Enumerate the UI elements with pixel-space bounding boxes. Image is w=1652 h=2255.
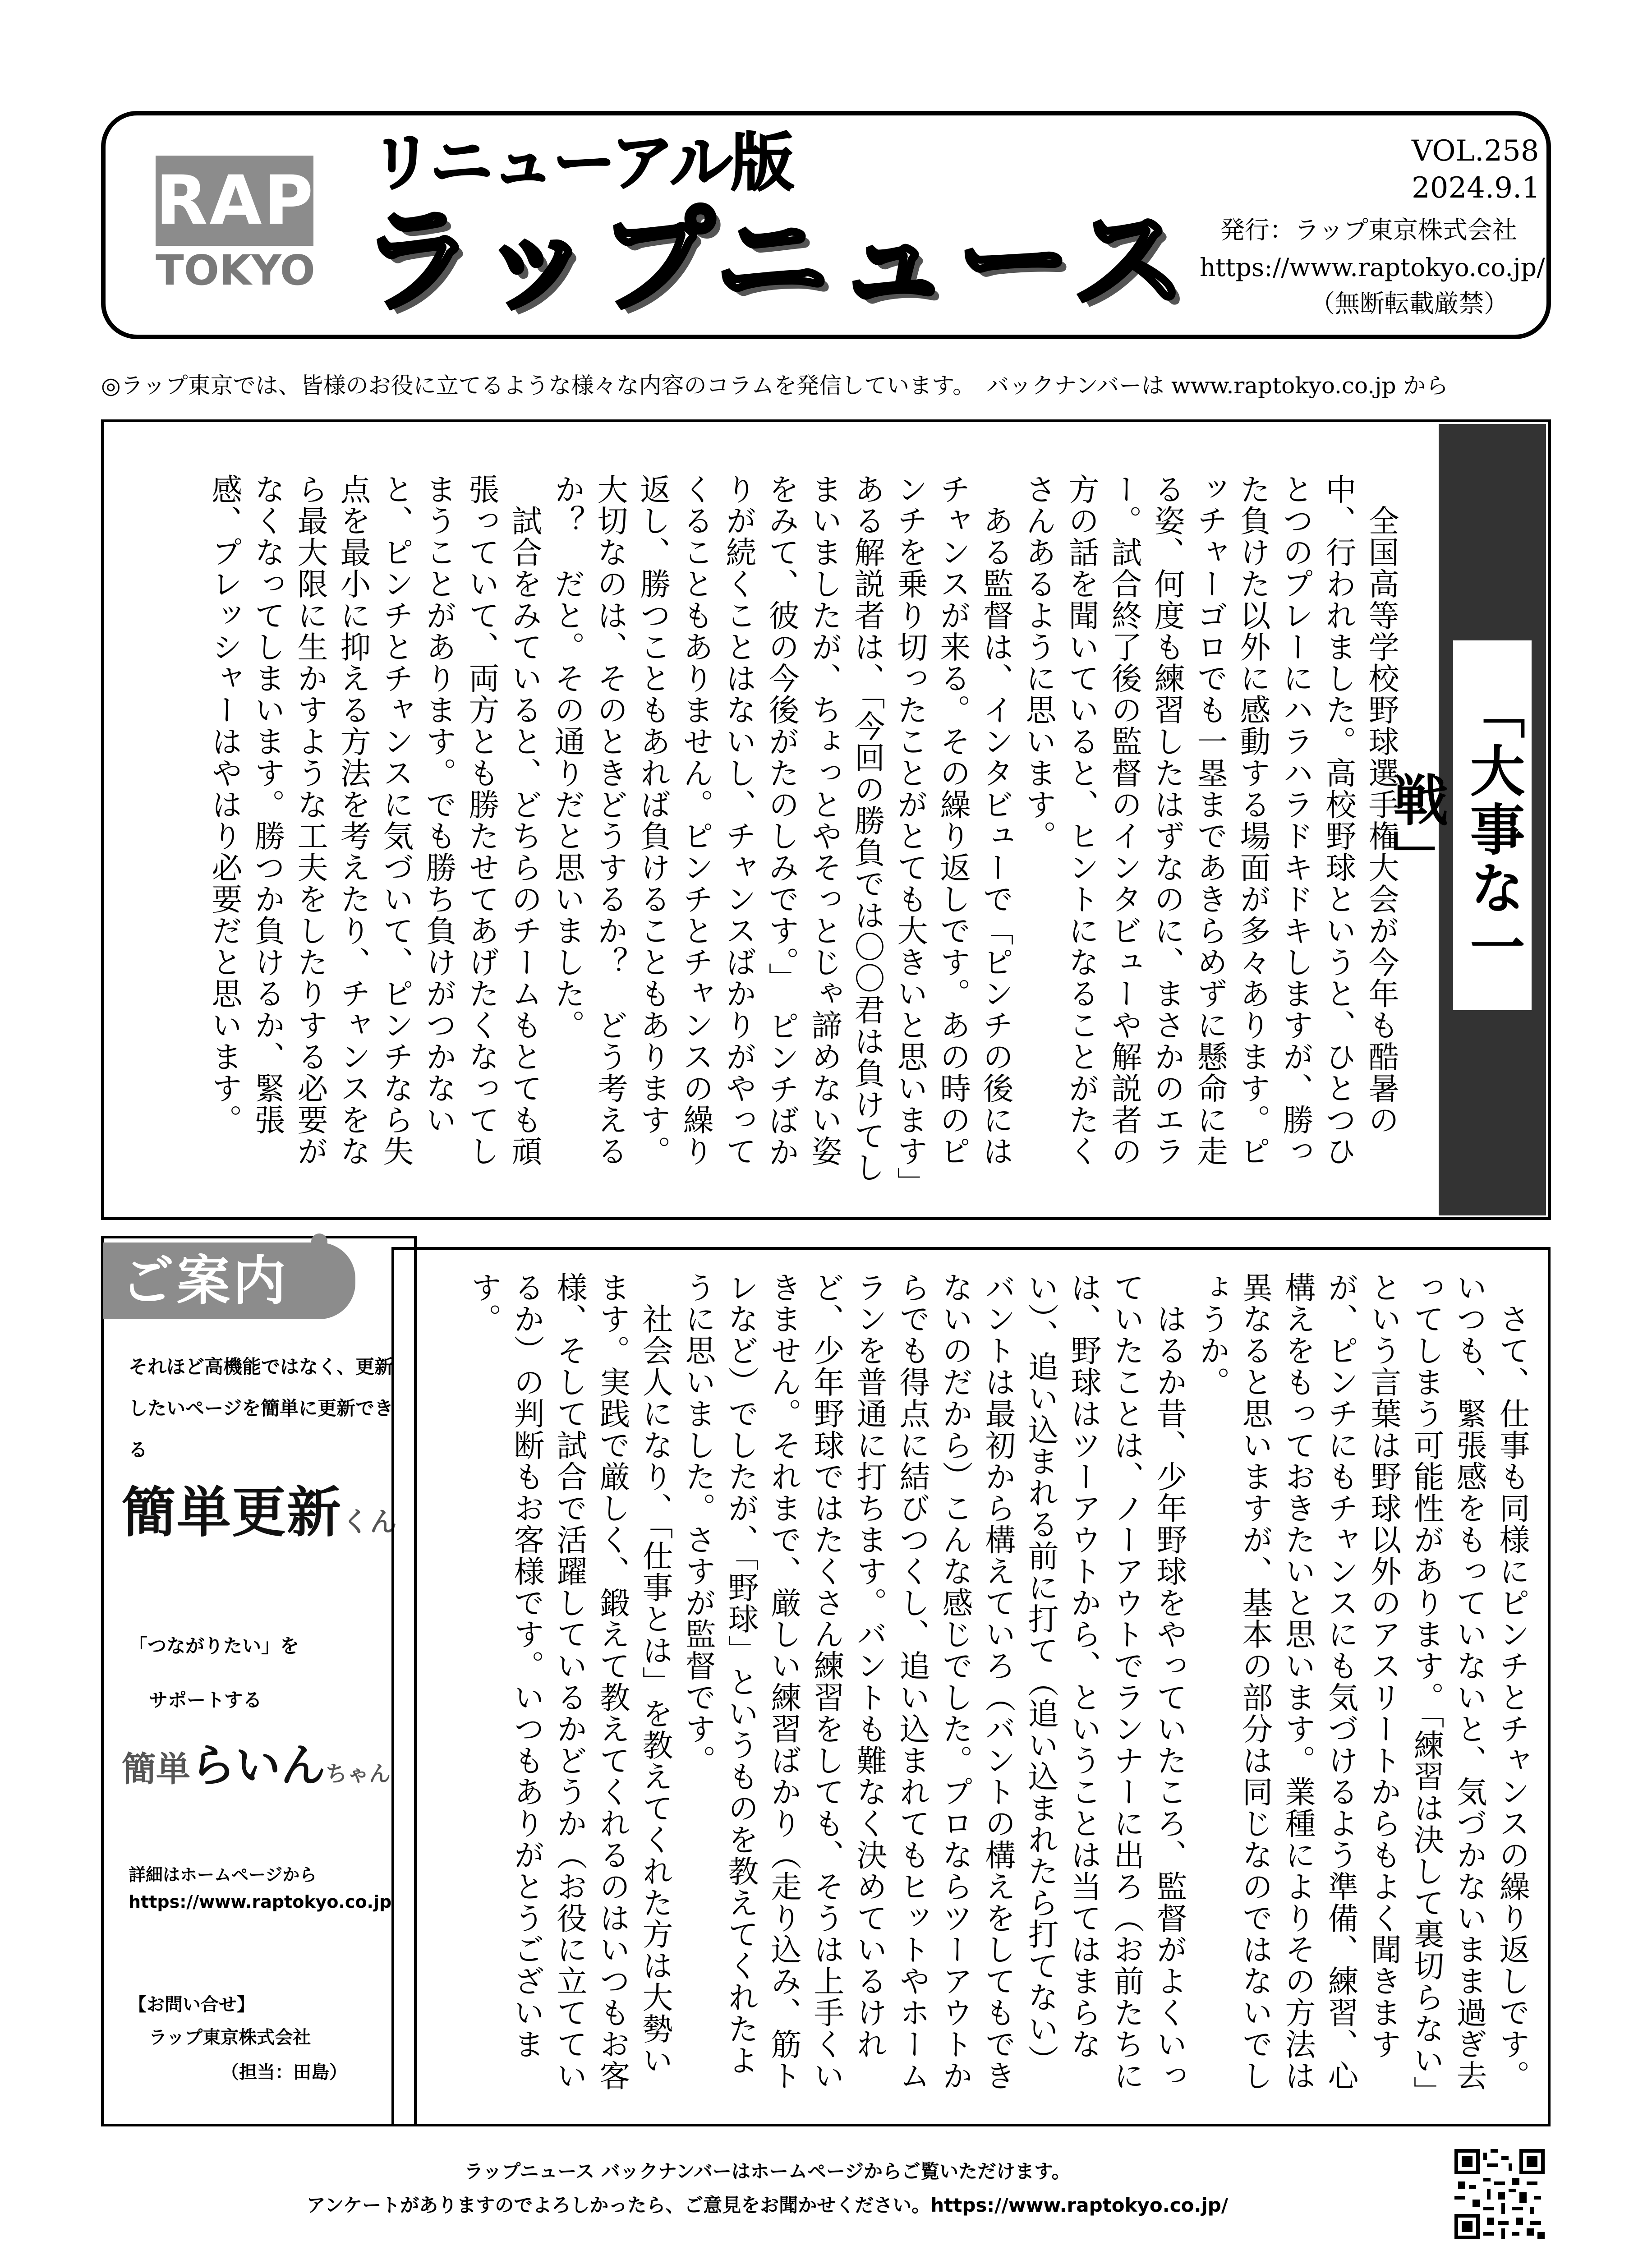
- footer-backnumber-note: ラップニュース バックナンバーはホームページからご覧いただけます。: [464, 2160, 1071, 2182]
- masthead-subtitle: リニューアル版: [370, 126, 792, 200]
- copyright-note: （無断転載厳禁）: [1310, 289, 1509, 318]
- logo-tokyo-text: TOKYO: [156, 246, 315, 295]
- footer-survey-note: アンケートがありますのでよろしかったら、ご意見をお聞かせください。https://www.raptokyo.co.jp/: [306, 2194, 1229, 2216]
- badge-dot-icon: [311, 1233, 327, 1250]
- article-title: 「大事な一戦」: [1453, 640, 1532, 1010]
- contact-label: 【お問い合せ】: [129, 1994, 255, 2015]
- issue-date: 2024.9.1: [1412, 171, 1540, 205]
- product1-logo: [122, 1482, 398, 1554]
- guide-header: ご案内: [103, 1243, 355, 1319]
- intro-text: ◎ラップ東京では、皆様のお役に立てるような様々な内容のコラムを発信しています。 バックナンバーは www.raptokyo.co.jp から: [101, 373, 1449, 399]
- website-link[interactable]: https://www.raptokyo.co.jp/: [1200, 253, 1545, 282]
- product1-logo-tail: くん: [342, 1506, 398, 1538]
- qr-code-icon[interactable]: [1454, 2149, 1545, 2239]
- contact-person: （担当：田島）: [221, 2062, 347, 2083]
- logo-rap-text: RAP: [156, 156, 313, 246]
- product2-logo-a: 簡単: [122, 1749, 190, 1789]
- rap-tokyo-logo: [156, 156, 313, 295]
- article-body: 全国高等学校野球選手権大会が今年も酷暑の中、行われました。高校野球というと、ひとつひとつのプレーにハラハラドキドキしますが、勝った負けた以外に感動する場面が多々あります。ピッチャーゴロでも一塁まであきらめずに懸命に走る姿、何度も練習したはずなのに、まさかのエラー。試合終了後の監督のインタビューや解説者の方の話を聞いていると、ヒントになることがたくさんあるように思います。 ある監督は、インタビューで「ピンチの後にはチャンスが来る。その繰り返しです。あの時のピンチを乗り切ったことがとても大きいと思います」ある解説者は、「今回の勝負では〇〇君は負けてしまいましたが、ちょっとやそっとじゃ諦めない姿をみて、彼の今後がたのしみです。」 ピンチばかりが続くことはないし、チャンスばかりがやってくることもありません。ピンチとチャンスの繰り返し、勝つこともあれば負けることもあります。大切なのは、そのときどうするか？ どう考えるか？ だと。その通りだと思いました。 試合をみていると、どちらのチームもとても頑張っていて、両方とも勝たせてあげたくなってしまうことがあります。でも勝ち負けがつかないと、ピンチとチャンスに気づいて、ピンチなら失点を最小に抑える方法を考えたり、チャンスをなら最大限に生かすような工夫をしたりする必要がなくなってしまいます。勝つか負けるか、緊張感、プレッシャーはやはり必要だと思います。: [207, 474, 1399, 1183]
- product1-description: それほど高機能ではなく、更新したいページを簡単に更新できる: [129, 1356, 394, 1461]
- product2-logo: [122, 1741, 391, 1799]
- issue-volume: VOL.258: [1412, 134, 1539, 168]
- product2-tagline-2: サポートする: [149, 1689, 262, 1711]
- contact-company: ラップ東京株式会社: [149, 2027, 311, 2048]
- details-label: 詳細はホームページから: [129, 1865, 317, 1885]
- details-url-link[interactable]: https://www.raptokyo.co.jp: [129, 1892, 392, 1912]
- publisher: 発行：ラップ東京株式会社: [1220, 216, 1517, 244]
- product2-tagline: 「つながりたい」を: [129, 1635, 299, 1657]
- masthead-title: ラップニュース: [361, 195, 1193, 327]
- product1-logo-main: 簡単更新: [122, 1482, 342, 1544]
- second-article-body: さて、仕事も同様にピンチとチャンスの繰り返しです。いつも、緊張感をもっていないと、気づかないまま過ぎ去ってしまう可能性があります。「練習は決して裏切らない」という言葉は野球以外のアスリートからもよく聞きますが、ピンチにもチャンスにも気づけるよう準備、練習、心構えをもっておきたいと思います。業種によりその方法は異なると思いますが、基本の部分は同じなのではないでしょうか。 はるか昔、少年野球をやっていたころ、監督がよくいっていたことは、ノーアウトでランナーに出ろ（お前たちには、野球はツーアウトから、ということは当てはまらない）、追い込まれる前に打て（追い込まれたら打てない）バントは最初から構えていろ（バントの構えをしてもできないのだから）こんな感じでした。プロならツーアウトからでも得点に結びつくし、追い込まれてもヒットやホームランを普通に打ちます。バントも難なく決めているけれど、少年野球ではたくさん練習をしても、そうは上手くいきません。それまで、厳しい練習ばかり（走り込み、筋トレなど）でしたが、「野球」というものを教えてくれたように思いました。さすが監督です。 社会人になり、「仕事とは」を教えてくれた方は大勢います。実践で厳しく、鍛えて教えてくれるのはいつもお客様、そして試合で活躍しているかどうか（お役に立てているか）の判断もお客様です。いつもありがとうございます。: [466, 1272, 1530, 2093]
- product2-logo-c: ちゃん: [326, 1761, 391, 1786]
- product2-logo-b: らいん: [190, 1739, 326, 1792]
